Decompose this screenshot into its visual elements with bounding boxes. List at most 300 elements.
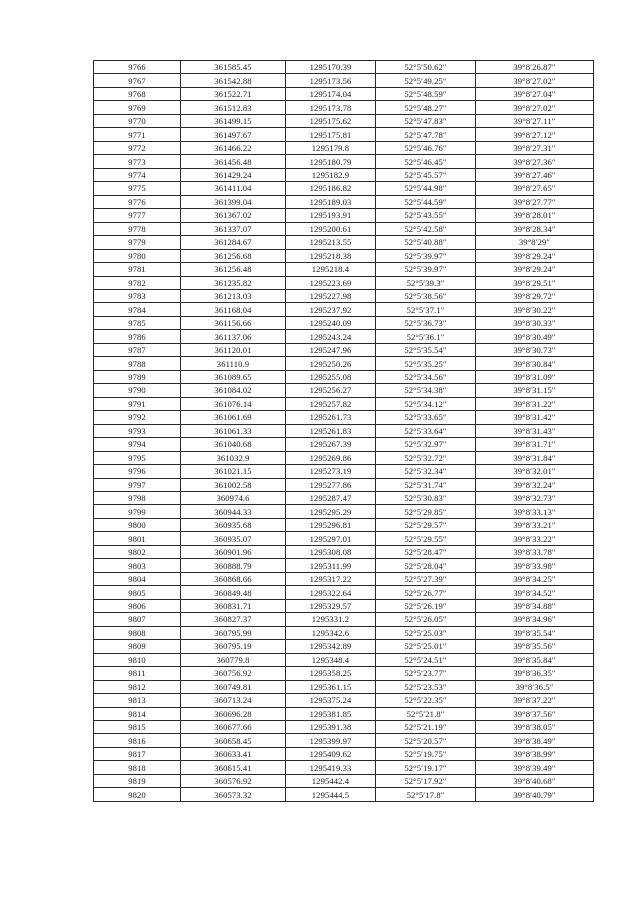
- x-coordinate-cell: 361499.15: [181, 114, 286, 127]
- longitude-cell: 39°8′39.49″: [476, 761, 594, 774]
- x-coordinate-cell: 360849.48: [181, 586, 286, 599]
- y-coordinate-cell: 1295342.89: [286, 640, 376, 653]
- x-coordinate-cell: 360935.68: [181, 518, 286, 531]
- table-row: [94, 236, 594, 249]
- coordinates-table: [93, 60, 594, 802]
- table-row: [94, 626, 594, 639]
- longitude-cell: 39°8′34.52″: [476, 586, 594, 599]
- longitude-cell: 39°8′29.24″: [476, 263, 594, 276]
- y-coordinate-cell: 1295277.86: [286, 478, 376, 491]
- latitude-cell: 52°5′50.62″: [376, 61, 476, 74]
- table-row: [94, 774, 594, 787]
- latitude-cell: 52°5′28.04″: [376, 559, 476, 572]
- longitude-cell: 39°8′29.72″: [476, 289, 594, 302]
- table-row: [94, 465, 594, 478]
- y-coordinate-cell: 1295256.27: [286, 384, 376, 397]
- y-coordinate-cell: 1295213.55: [286, 236, 376, 249]
- point-number-cell: 9799: [94, 505, 181, 518]
- x-coordinate-cell: 360795.99: [181, 626, 286, 639]
- table-row: [94, 667, 594, 680]
- longitude-cell: 39°8′27.31″: [476, 141, 594, 154]
- longitude-cell: 39°8′29″: [476, 236, 594, 249]
- longitude-cell: 39°8′40.68″: [476, 774, 594, 787]
- longitude-cell: 39°8′35.56″: [476, 640, 594, 653]
- table-row: [94, 74, 594, 87]
- y-coordinate-cell: 1295329.57: [286, 599, 376, 612]
- latitude-cell: 52°5′21.8″: [376, 707, 476, 720]
- x-coordinate-cell: 361337.07: [181, 222, 286, 235]
- x-coordinate-cell: 361466.22: [181, 141, 286, 154]
- table-row: [94, 559, 594, 572]
- longitude-cell: 39°8′30.84″: [476, 357, 594, 370]
- longitude-cell: 39°8′26.87″: [476, 61, 594, 74]
- coordinates-table-body: [94, 61, 594, 802]
- latitude-cell: 52°5′24.51″: [376, 653, 476, 666]
- longitude-cell: 39°8′37.56″: [476, 707, 594, 720]
- longitude-cell: 39°8′31.43″: [476, 424, 594, 437]
- latitude-cell: 52°5′20.57″: [376, 734, 476, 747]
- point-number-cell: 9815: [94, 720, 181, 733]
- table-row: [94, 222, 594, 235]
- table-row: [94, 532, 594, 545]
- longitude-cell: 39°8′27.77″: [476, 195, 594, 208]
- table-row: [94, 505, 594, 518]
- latitude-cell: 52°5′17.8″: [376, 788, 476, 801]
- point-number-cell: 9790: [94, 384, 181, 397]
- y-coordinate-cell: 1295444.5: [286, 788, 376, 801]
- point-number-cell: 9789: [94, 370, 181, 383]
- y-coordinate-cell: 1295218.4: [286, 263, 376, 276]
- x-coordinate-cell: 360615.41: [181, 761, 286, 774]
- point-number-cell: 9785: [94, 316, 181, 329]
- x-coordinate-cell: 360633.41: [181, 747, 286, 760]
- table-row: [94, 694, 594, 707]
- table-row: [94, 545, 594, 558]
- longitude-cell: 39°8′27.12″: [476, 128, 594, 141]
- longitude-cell: 39°8′31.71″: [476, 438, 594, 451]
- table-row: [94, 357, 594, 370]
- table-row: [94, 330, 594, 343]
- x-coordinate-cell: 361542.88: [181, 74, 286, 87]
- point-number-cell: 9805: [94, 586, 181, 599]
- x-coordinate-cell: 361032.9: [181, 451, 286, 464]
- x-coordinate-cell: 360573.32: [181, 788, 286, 801]
- y-coordinate-cell: 1295174.04: [286, 87, 376, 100]
- latitude-cell: 52°5′47.83″: [376, 114, 476, 127]
- point-number-cell: 9784: [94, 303, 181, 316]
- y-coordinate-cell: 1295317.22: [286, 572, 376, 585]
- table-row: [94, 209, 594, 222]
- table-row: [94, 263, 594, 276]
- y-coordinate-cell: 1295322.64: [286, 586, 376, 599]
- y-coordinate-cell: 1295255.08: [286, 370, 376, 383]
- y-coordinate-cell: 1295342.6: [286, 626, 376, 639]
- x-coordinate-cell: 361399.04: [181, 195, 286, 208]
- table-row: [94, 155, 594, 168]
- latitude-cell: 52°5′39.97″: [376, 263, 476, 276]
- y-coordinate-cell: 1295399.97: [286, 734, 376, 747]
- longitude-cell: 39°8′31.84″: [476, 451, 594, 464]
- latitude-cell: 52°5′35.54″: [376, 343, 476, 356]
- x-coordinate-cell: 361137.06: [181, 330, 286, 343]
- longitude-cell: 39°8′37.22″: [476, 694, 594, 707]
- y-coordinate-cell: 1295250.26: [286, 357, 376, 370]
- latitude-cell: 52°5′33.65″: [376, 411, 476, 424]
- point-number-cell: 9807: [94, 613, 181, 626]
- latitude-cell: 52°5′39.3″: [376, 276, 476, 289]
- latitude-cell: 52°5′29.57″: [376, 518, 476, 531]
- x-coordinate-cell: 360658.45: [181, 734, 286, 747]
- x-coordinate-cell: 361110.9: [181, 357, 286, 370]
- x-coordinate-cell: 361512.83: [181, 101, 286, 114]
- x-coordinate-cell: 360827.37: [181, 613, 286, 626]
- latitude-cell: 52°5′26.19″: [376, 599, 476, 612]
- y-coordinate-cell: 1295269.86: [286, 451, 376, 464]
- point-number-cell: 9786: [94, 330, 181, 343]
- latitude-cell: 52°5′48.59″: [376, 87, 476, 100]
- table-row: [94, 707, 594, 720]
- latitude-cell: 52°5′37.1″: [376, 303, 476, 316]
- y-coordinate-cell: 1295186.82: [286, 182, 376, 195]
- table-row: [94, 747, 594, 760]
- latitude-cell: 52°5′25.03″: [376, 626, 476, 639]
- point-number-cell: 9796: [94, 465, 181, 478]
- point-number-cell: 9787: [94, 343, 181, 356]
- point-number-cell: 9803: [94, 559, 181, 572]
- table-row: [94, 249, 594, 262]
- longitude-cell: 39°8′28.01″: [476, 209, 594, 222]
- x-coordinate-cell: 361456.48: [181, 155, 286, 168]
- x-coordinate-cell: 361213.03: [181, 289, 286, 302]
- latitude-cell: 52°5′23.53″: [376, 680, 476, 693]
- longitude-cell: 39°8′38.05″: [476, 720, 594, 733]
- longitude-cell: 39°8′32.73″: [476, 492, 594, 505]
- point-number-cell: 9771: [94, 128, 181, 141]
- latitude-cell: 52°5′27.39″: [376, 572, 476, 585]
- y-coordinate-cell: 1295173.56: [286, 74, 376, 87]
- latitude-cell: 52°5′19.17″: [376, 761, 476, 774]
- point-number-cell: 9814: [94, 707, 181, 720]
- longitude-cell: 39°8′33.22″: [476, 532, 594, 545]
- latitude-cell: 52°5′22.35″: [376, 694, 476, 707]
- y-coordinate-cell: 1295331.2: [286, 613, 376, 626]
- y-coordinate-cell: 1295267.39: [286, 438, 376, 451]
- point-number-cell: 9779: [94, 236, 181, 249]
- x-coordinate-cell: 361522.71: [181, 87, 286, 100]
- table-row: [94, 492, 594, 505]
- latitude-cell: 52°5′34.38″: [376, 384, 476, 397]
- y-coordinate-cell: 1295391.38: [286, 720, 376, 733]
- x-coordinate-cell: 361429.24: [181, 168, 286, 181]
- table-row: [94, 653, 594, 666]
- latitude-cell: 52°5′23.77″: [376, 667, 476, 680]
- table-row: [94, 599, 594, 612]
- table-row: [94, 182, 594, 195]
- longitude-cell: 39°8′27.04″: [476, 87, 594, 100]
- y-coordinate-cell: 1295223.69: [286, 276, 376, 289]
- longitude-cell: 39°8′36.5″: [476, 680, 594, 693]
- latitude-cell: 52°5′32.34″: [376, 465, 476, 478]
- point-number-cell: 9778: [94, 222, 181, 235]
- latitude-cell: 52°5′45.57″: [376, 168, 476, 181]
- y-coordinate-cell: 1295189.03: [286, 195, 376, 208]
- table-row: [94, 168, 594, 181]
- latitude-cell: 52°5′32.72″: [376, 451, 476, 464]
- x-coordinate-cell: 361235.82: [181, 276, 286, 289]
- y-coordinate-cell: 1295419.33: [286, 761, 376, 774]
- table-row: [94, 640, 594, 653]
- longitude-cell: 39°8′30.73″: [476, 343, 594, 356]
- latitude-cell: 52°5′29.85″: [376, 505, 476, 518]
- y-coordinate-cell: 1295243.24: [286, 330, 376, 343]
- point-number-cell: 9820: [94, 788, 181, 801]
- latitude-cell: 52°5′43.55″: [376, 209, 476, 222]
- x-coordinate-cell: 360677.66: [181, 720, 286, 733]
- y-coordinate-cell: 1295409.62: [286, 747, 376, 760]
- table-row: [94, 303, 594, 316]
- x-coordinate-cell: 361168.04: [181, 303, 286, 316]
- point-number-cell: 9806: [94, 599, 181, 612]
- y-coordinate-cell: 1295295.29: [286, 505, 376, 518]
- longitude-cell: 39°8′36.35″: [476, 667, 594, 680]
- table-row: [94, 680, 594, 693]
- longitude-cell: 39°8′29.51″: [476, 276, 594, 289]
- x-coordinate-cell: 360901.96: [181, 545, 286, 558]
- longitude-cell: 39°8′33.78″: [476, 545, 594, 558]
- y-coordinate-cell: 1295218.38: [286, 249, 376, 262]
- x-coordinate-cell: 360576.92: [181, 774, 286, 787]
- table-row: [94, 411, 594, 424]
- latitude-cell: 52°5′17.92″: [376, 774, 476, 787]
- x-coordinate-cell: 360779.8: [181, 653, 286, 666]
- table-row: [94, 451, 594, 464]
- latitude-cell: 52°5′44.59″: [376, 195, 476, 208]
- table-row: [94, 195, 594, 208]
- y-coordinate-cell: 1295261.73: [286, 411, 376, 424]
- x-coordinate-cell: 361497.67: [181, 128, 286, 141]
- table-row: [94, 87, 594, 100]
- y-coordinate-cell: 1295193.91: [286, 209, 376, 222]
- table-row: [94, 572, 594, 585]
- latitude-cell: 52°5′34.12″: [376, 397, 476, 410]
- point-number-cell: 9788: [94, 357, 181, 370]
- point-number-cell: 9800: [94, 518, 181, 531]
- point-number-cell: 9818: [94, 761, 181, 774]
- y-coordinate-cell: 1295179.8: [286, 141, 376, 154]
- x-coordinate-cell: 360713.24: [181, 694, 286, 707]
- point-number-cell: 9772: [94, 141, 181, 154]
- point-number-cell: 9791: [94, 397, 181, 410]
- latitude-cell: 52°5′21.19″: [376, 720, 476, 733]
- table-row: [94, 720, 594, 733]
- x-coordinate-cell: 361284.67: [181, 236, 286, 249]
- latitude-cell: 52°5′26.05″: [376, 613, 476, 626]
- table-row: [94, 397, 594, 410]
- x-coordinate-cell: 361084.02: [181, 384, 286, 397]
- y-coordinate-cell: 1295442.4: [286, 774, 376, 787]
- latitude-cell: 52°5′49.25″: [376, 74, 476, 87]
- latitude-cell: 52°5′46.76″: [376, 141, 476, 154]
- longitude-cell: 39°8′33.13″: [476, 505, 594, 518]
- table-row: [94, 734, 594, 747]
- table-row: [94, 128, 594, 141]
- point-number-cell: 9797: [94, 478, 181, 491]
- longitude-cell: 39°8′40.79″: [476, 788, 594, 801]
- y-coordinate-cell: 1295361.15: [286, 680, 376, 693]
- latitude-cell: 52°5′36.73″: [376, 316, 476, 329]
- point-number-cell: 9777: [94, 209, 181, 222]
- x-coordinate-cell: 360795.19: [181, 640, 286, 653]
- table-row: [94, 478, 594, 491]
- x-coordinate-cell: 361040.68: [181, 438, 286, 451]
- x-coordinate-cell: 361021.15: [181, 465, 286, 478]
- latitude-cell: 52°5′28.47″: [376, 545, 476, 558]
- y-coordinate-cell: 1295311.99: [286, 559, 376, 572]
- x-coordinate-cell: 361089.65: [181, 370, 286, 383]
- point-number-cell: 9804: [94, 572, 181, 585]
- table-row: [94, 276, 594, 289]
- x-coordinate-cell: 361256.48: [181, 263, 286, 276]
- table-row: [94, 316, 594, 329]
- point-number-cell: 9811: [94, 667, 181, 680]
- x-coordinate-cell: 361585.45: [181, 61, 286, 74]
- table-row: [94, 613, 594, 626]
- x-coordinate-cell: 360756.92: [181, 667, 286, 680]
- point-number-cell: 9773: [94, 155, 181, 168]
- longitude-cell: 39°8′35.84″: [476, 653, 594, 666]
- point-number-cell: 9795: [94, 451, 181, 464]
- latitude-cell: 52°5′29.55″: [376, 532, 476, 545]
- x-coordinate-cell: 361002.58: [181, 478, 286, 491]
- longitude-cell: 39°8′28.34″: [476, 222, 594, 235]
- x-coordinate-cell: 361156.66: [181, 316, 286, 329]
- y-coordinate-cell: 1295297.01: [286, 532, 376, 545]
- table-row: [94, 141, 594, 154]
- point-number-cell: 9819: [94, 774, 181, 787]
- longitude-cell: 39°8′34.88″: [476, 599, 594, 612]
- table-row: [94, 370, 594, 383]
- x-coordinate-cell: 360831.71: [181, 599, 286, 612]
- latitude-cell: 52°5′38.56″: [376, 289, 476, 302]
- x-coordinate-cell: 361076.14: [181, 397, 286, 410]
- y-coordinate-cell: 1295237.92: [286, 303, 376, 316]
- point-number-cell: 9794: [94, 438, 181, 451]
- table-row: [94, 518, 594, 531]
- y-coordinate-cell: 1295375.24: [286, 694, 376, 707]
- longitude-cell: 39°8′32.01″: [476, 465, 594, 478]
- table-row: [94, 61, 594, 74]
- y-coordinate-cell: 1295308.08: [286, 545, 376, 558]
- x-coordinate-cell: 360696.28: [181, 707, 286, 720]
- longitude-cell: 39°8′27.02″: [476, 101, 594, 114]
- point-number-cell: 9801: [94, 532, 181, 545]
- x-coordinate-cell: 361367.02: [181, 209, 286, 222]
- table-row: [94, 761, 594, 774]
- y-coordinate-cell: 1295173.78: [286, 101, 376, 114]
- y-coordinate-cell: 1295170.39: [286, 61, 376, 74]
- latitude-cell: 52°5′42.58″: [376, 222, 476, 235]
- x-coordinate-cell: 361061.69: [181, 411, 286, 424]
- longitude-cell: 39°8′35.54″: [476, 626, 594, 639]
- x-coordinate-cell: 360749.81: [181, 680, 286, 693]
- x-coordinate-cell: 360868.66: [181, 572, 286, 585]
- x-coordinate-cell: 360888.79: [181, 559, 286, 572]
- y-coordinate-cell: 1295240.09: [286, 316, 376, 329]
- longitude-cell: 39°8′27.11″: [476, 114, 594, 127]
- latitude-cell: 52°5′25.01″: [376, 640, 476, 653]
- y-coordinate-cell: 1295227.98: [286, 289, 376, 302]
- y-coordinate-cell: 1295358.25: [286, 667, 376, 680]
- point-number-cell: 9809: [94, 640, 181, 653]
- latitude-cell: 52°5′31.74″: [376, 478, 476, 491]
- table-row: [94, 438, 594, 451]
- longitude-cell: 39°8′38.99″: [476, 747, 594, 760]
- point-number-cell: 9793: [94, 424, 181, 437]
- table-row: [94, 586, 594, 599]
- longitude-cell: 39°8′34.25″: [476, 572, 594, 585]
- point-number-cell: 9768: [94, 87, 181, 100]
- point-number-cell: 9783: [94, 289, 181, 302]
- longitude-cell: 39°8′31.22″: [476, 397, 594, 410]
- point-number-cell: 9817: [94, 747, 181, 760]
- latitude-cell: 52°5′19.75″: [376, 747, 476, 760]
- x-coordinate-cell: 360935.07: [181, 532, 286, 545]
- point-number-cell: 9767: [94, 74, 181, 87]
- latitude-cell: 52°5′47.78″: [376, 128, 476, 141]
- x-coordinate-cell: 360974.6: [181, 492, 286, 505]
- latitude-cell: 52°5′35.25″: [376, 357, 476, 370]
- latitude-cell: 52°5′44.98″: [376, 182, 476, 195]
- point-number-cell: 9782: [94, 276, 181, 289]
- longitude-cell: 39°8′27.36″: [476, 155, 594, 168]
- point-number-cell: 9798: [94, 492, 181, 505]
- y-coordinate-cell: 1295273.19: [286, 465, 376, 478]
- y-coordinate-cell: 1295287.47: [286, 492, 376, 505]
- table-row: [94, 384, 594, 397]
- latitude-cell: 52°5′40.88″: [376, 236, 476, 249]
- point-number-cell: 9812: [94, 680, 181, 693]
- latitude-cell: 52°5′39.97″: [376, 249, 476, 262]
- longitude-cell: 39°8′33.21″: [476, 518, 594, 531]
- point-number-cell: 9780: [94, 249, 181, 262]
- y-coordinate-cell: 1295180.79: [286, 155, 376, 168]
- point-number-cell: 9808: [94, 626, 181, 639]
- y-coordinate-cell: 1295348.4: [286, 653, 376, 666]
- point-number-cell: 9810: [94, 653, 181, 666]
- point-number-cell: 9766: [94, 61, 181, 74]
- x-coordinate-cell: 360944.33: [181, 505, 286, 518]
- point-number-cell: 9802: [94, 545, 181, 558]
- y-coordinate-cell: 1295261.83: [286, 424, 376, 437]
- latitude-cell: 52°5′34.56″: [376, 370, 476, 383]
- latitude-cell: 52°5′48.27″: [376, 101, 476, 114]
- point-number-cell: 9792: [94, 411, 181, 424]
- latitude-cell: 52°5′33.64″: [376, 424, 476, 437]
- longitude-cell: 39°8′32.24″: [476, 478, 594, 491]
- longitude-cell: 39°8′34.96″: [476, 613, 594, 626]
- y-coordinate-cell: 1295381.85: [286, 707, 376, 720]
- table-row: [94, 101, 594, 114]
- point-number-cell: 9769: [94, 101, 181, 114]
- y-coordinate-cell: 1295175.62: [286, 114, 376, 127]
- latitude-cell: 52°5′30.83″: [376, 492, 476, 505]
- point-number-cell: 9770: [94, 114, 181, 127]
- point-number-cell: 9816: [94, 734, 181, 747]
- table-row: [94, 289, 594, 302]
- longitude-cell: 39°8′31.15″: [476, 384, 594, 397]
- table-row: [94, 788, 594, 801]
- y-coordinate-cell: 1295247.96: [286, 343, 376, 356]
